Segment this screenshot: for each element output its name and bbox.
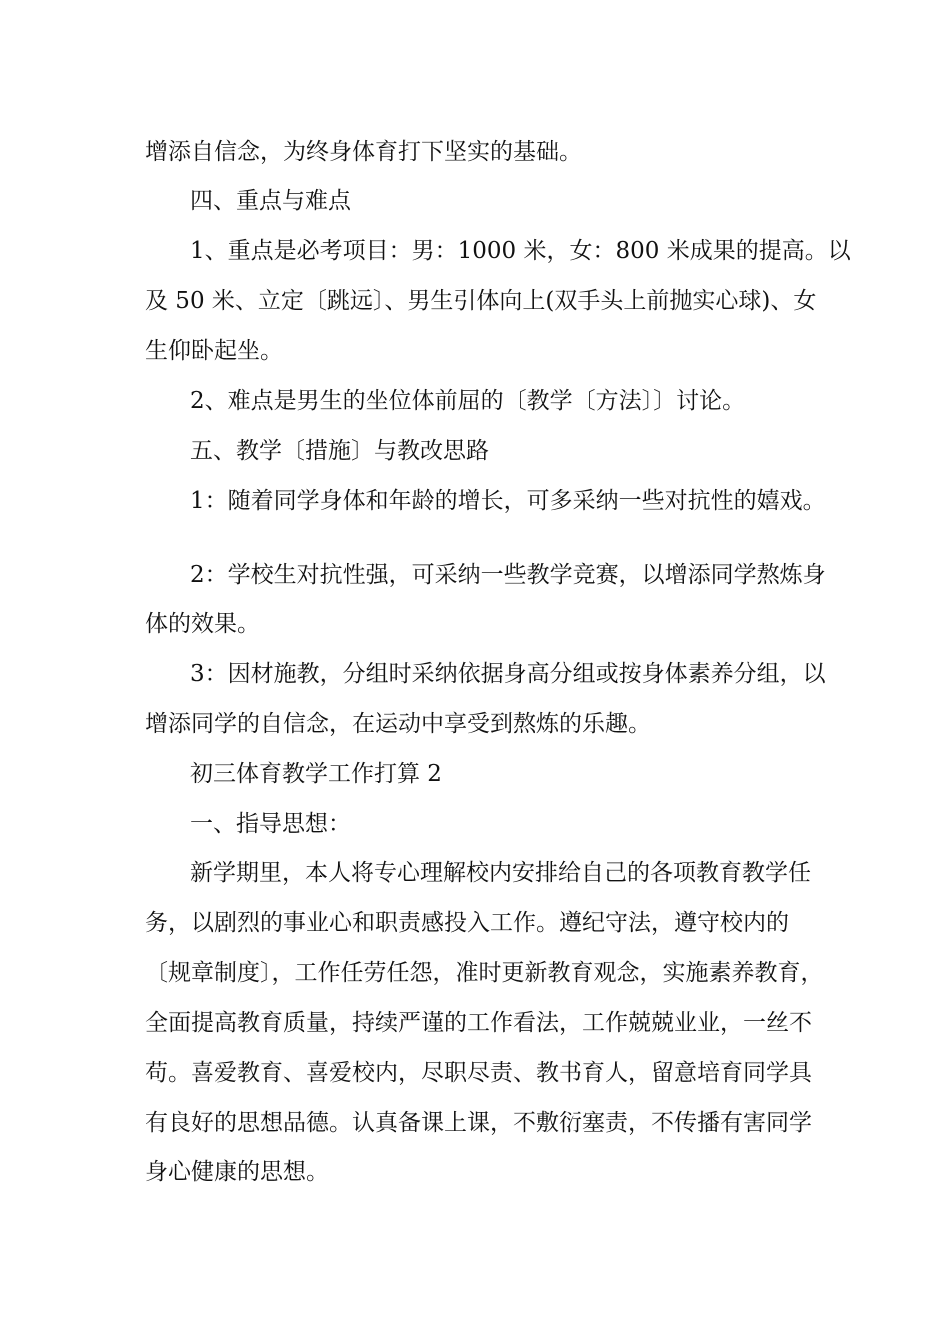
text-line: 增添同学的自信念，在运动中享受到熬炼的乐趣。 <box>145 711 651 737</box>
text-line: 有良好的思想品德。认真备课上课，不敷衍塞责，不传播有害同学 <box>145 1110 812 1136</box>
text-line: 2、难点是男生的坐位体前屈的〔教学〔方法〕〕讨论。 <box>190 388 746 414</box>
text-line: 增添自信念，为终身体育打下坚实的基础。 <box>145 139 582 165</box>
text-line: 务，以剧烈的事业心和职责感投入工作。遵纪守法，遵守校内的 <box>145 910 789 936</box>
text-line: 身心健康的思想。 <box>145 1159 329 1185</box>
section-heading: 四、重点与难点 <box>190 188 351 214</box>
text-line: 3：因材施教，分组时采纳依据身高分组或按身体素养分组，以 <box>190 661 826 687</box>
text-line: 新学期里，本人将专心理解校内安排给自己的各项教育教学任 <box>190 860 811 886</box>
text-line: 全面提高教育质量，持续严谨的工作看法，工作兢兢业业，一丝不 <box>145 1010 812 1036</box>
text-line: 〔规章制度〕，工作任劳任怨，准时更新教育观念，实施素养教育， <box>145 960 824 986</box>
text-line: 1：随着同学身体和年龄的增长，可多采纳一些对抗性的嬉戏。 <box>190 488 826 514</box>
text-line: 及 50 米、立定〔跳远〕、男生引体向上(双手头上前抛实心球)、女 <box>145 288 817 314</box>
section-heading: 五、教学〔措施〕与教改思路 <box>190 438 489 464</box>
text-line: 1、重点是必考项目：男：1000 米，女：800 米成果的提高。以 <box>190 238 851 264</box>
text-line: 苟。喜爱教育、喜爱校内，尽职尽责、教书育人，留意培育同学具 <box>145 1060 812 1086</box>
text-line: 2：学校生对抗性强，可采纳一些教学竞赛，以增添同学熬炼身 <box>190 562 826 588</box>
document-subtitle: 初三体育教学工作打算 2 <box>190 761 442 787</box>
section-heading: 一、指导思想： <box>190 811 351 837</box>
text-line: 体的效果。 <box>145 611 260 637</box>
text-line: 生仰卧起坐。 <box>145 338 283 364</box>
